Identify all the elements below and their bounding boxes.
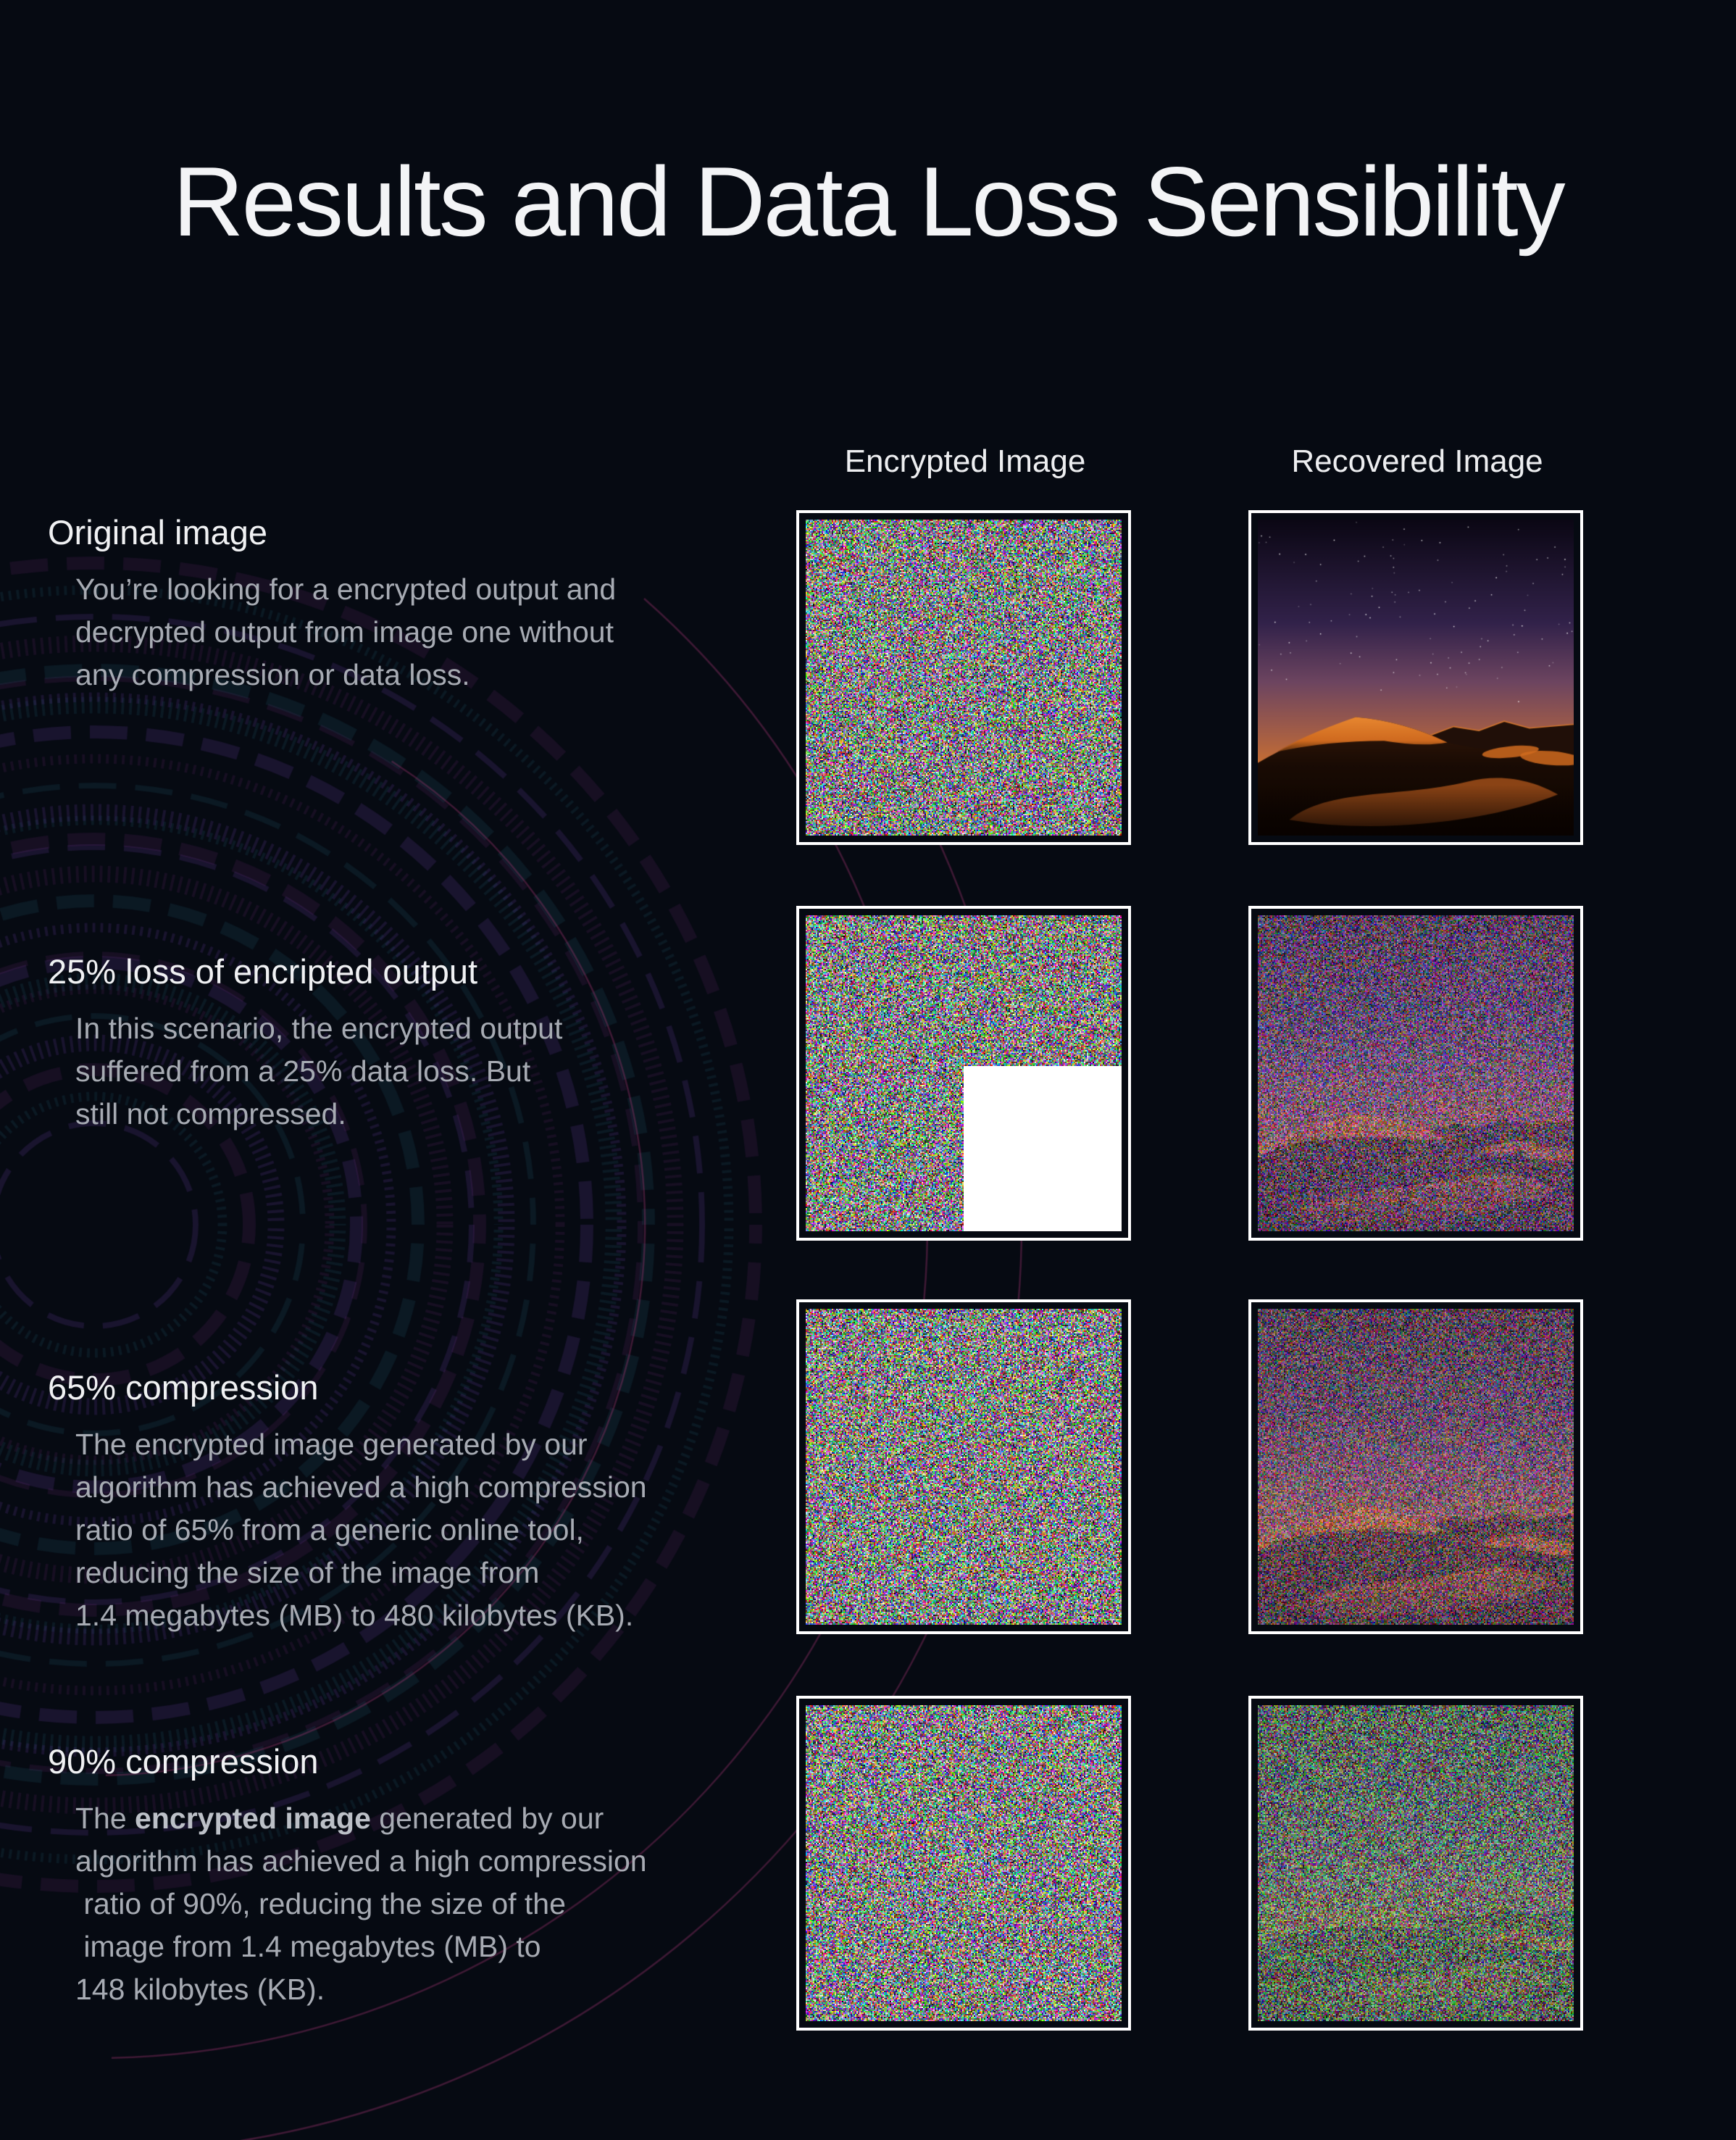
column-header-encrypted: Encrypted Image bbox=[844, 444, 1086, 479]
row-1-recovered-frame bbox=[1248, 510, 1583, 845]
description-line: any compression or data loss. bbox=[75, 658, 470, 691]
row-3-text-block bbox=[48, 1367, 780, 1637]
description-line: ratio of 90%, reducing the size of the bbox=[75, 1887, 566, 1920]
description-line: In this scenario, the encrypted output bbox=[75, 1012, 563, 1045]
description-line: The encrypted image generated by our bbox=[75, 1428, 588, 1461]
description-line: ratio of 65% from a generic online tool, bbox=[75, 1513, 584, 1546]
description-line: suffered from a 25% data loss. But bbox=[75, 1054, 531, 1088]
row-1-encrypted-frame bbox=[796, 510, 1131, 845]
description-line: 148 kilobytes (KB). bbox=[75, 1973, 325, 2006]
row-1-text-block bbox=[48, 512, 780, 696]
description-line: reducing the size of the image from bbox=[75, 1556, 540, 1589]
row-4-recovered-image bbox=[1258, 1705, 1574, 2021]
row-4-description bbox=[75, 1797, 780, 2011]
description-line: algorithm has achieved a high compression bbox=[75, 1470, 647, 1504]
page-title: Results and Data Loss Sensibility bbox=[172, 146, 1564, 257]
row-3-encrypted-frame bbox=[796, 1299, 1131, 1634]
row-1-heading: Original image bbox=[48, 513, 268, 551]
row-4-recovered-frame bbox=[1248, 1696, 1583, 2031]
row-4-encrypted-frame bbox=[796, 1696, 1131, 2031]
description-line: You’re looking for a encrypted output and bbox=[75, 573, 617, 606]
bold-phrase: encrypted image bbox=[135, 1802, 371, 1835]
description-line: image from 1.4 megabytes (MB) to bbox=[75, 1930, 541, 1963]
description-line: 1.4 megabytes (MB) to 480 kilobytes (KB). bbox=[75, 1599, 634, 1632]
row-2-description bbox=[75, 1007, 780, 1136]
row-2-recovered-frame bbox=[1248, 906, 1583, 1241]
row-2-encrypted-frame bbox=[796, 906, 1131, 1241]
row-3-heading: 65% compression bbox=[48, 1368, 319, 1407]
description-line: The encrypted image generated by our bbox=[75, 1802, 604, 1835]
row-3-encrypted-image bbox=[806, 1309, 1122, 1625]
row-2-heading: 25% loss of encripted output bbox=[48, 952, 478, 991]
row-4-text-block bbox=[48, 1741, 780, 2011]
row-2-text-block bbox=[48, 951, 780, 1136]
row-1-description bbox=[75, 568, 780, 696]
row-2-encrypted-image bbox=[806, 915, 1122, 1231]
description-line: decrypted output from image one without bbox=[75, 615, 614, 649]
row-4-heading: 90% compression bbox=[48, 1742, 319, 1781]
row-4-encrypted-image bbox=[806, 1705, 1122, 2021]
row-2-recovered-image bbox=[1258, 915, 1574, 1231]
description-line: algorithm has achieved a high compression bbox=[75, 1844, 647, 1878]
column-header-recovered: Recovered Image bbox=[1291, 444, 1543, 479]
description-line: still not compressed. bbox=[75, 1097, 346, 1131]
row-3-recovered-image bbox=[1258, 1309, 1574, 1625]
row-3-description bbox=[75, 1423, 780, 1637]
row-1-recovered-image bbox=[1258, 520, 1574, 836]
row-1-encrypted-image bbox=[806, 520, 1122, 836]
row-3-recovered-frame bbox=[1248, 1299, 1583, 1634]
